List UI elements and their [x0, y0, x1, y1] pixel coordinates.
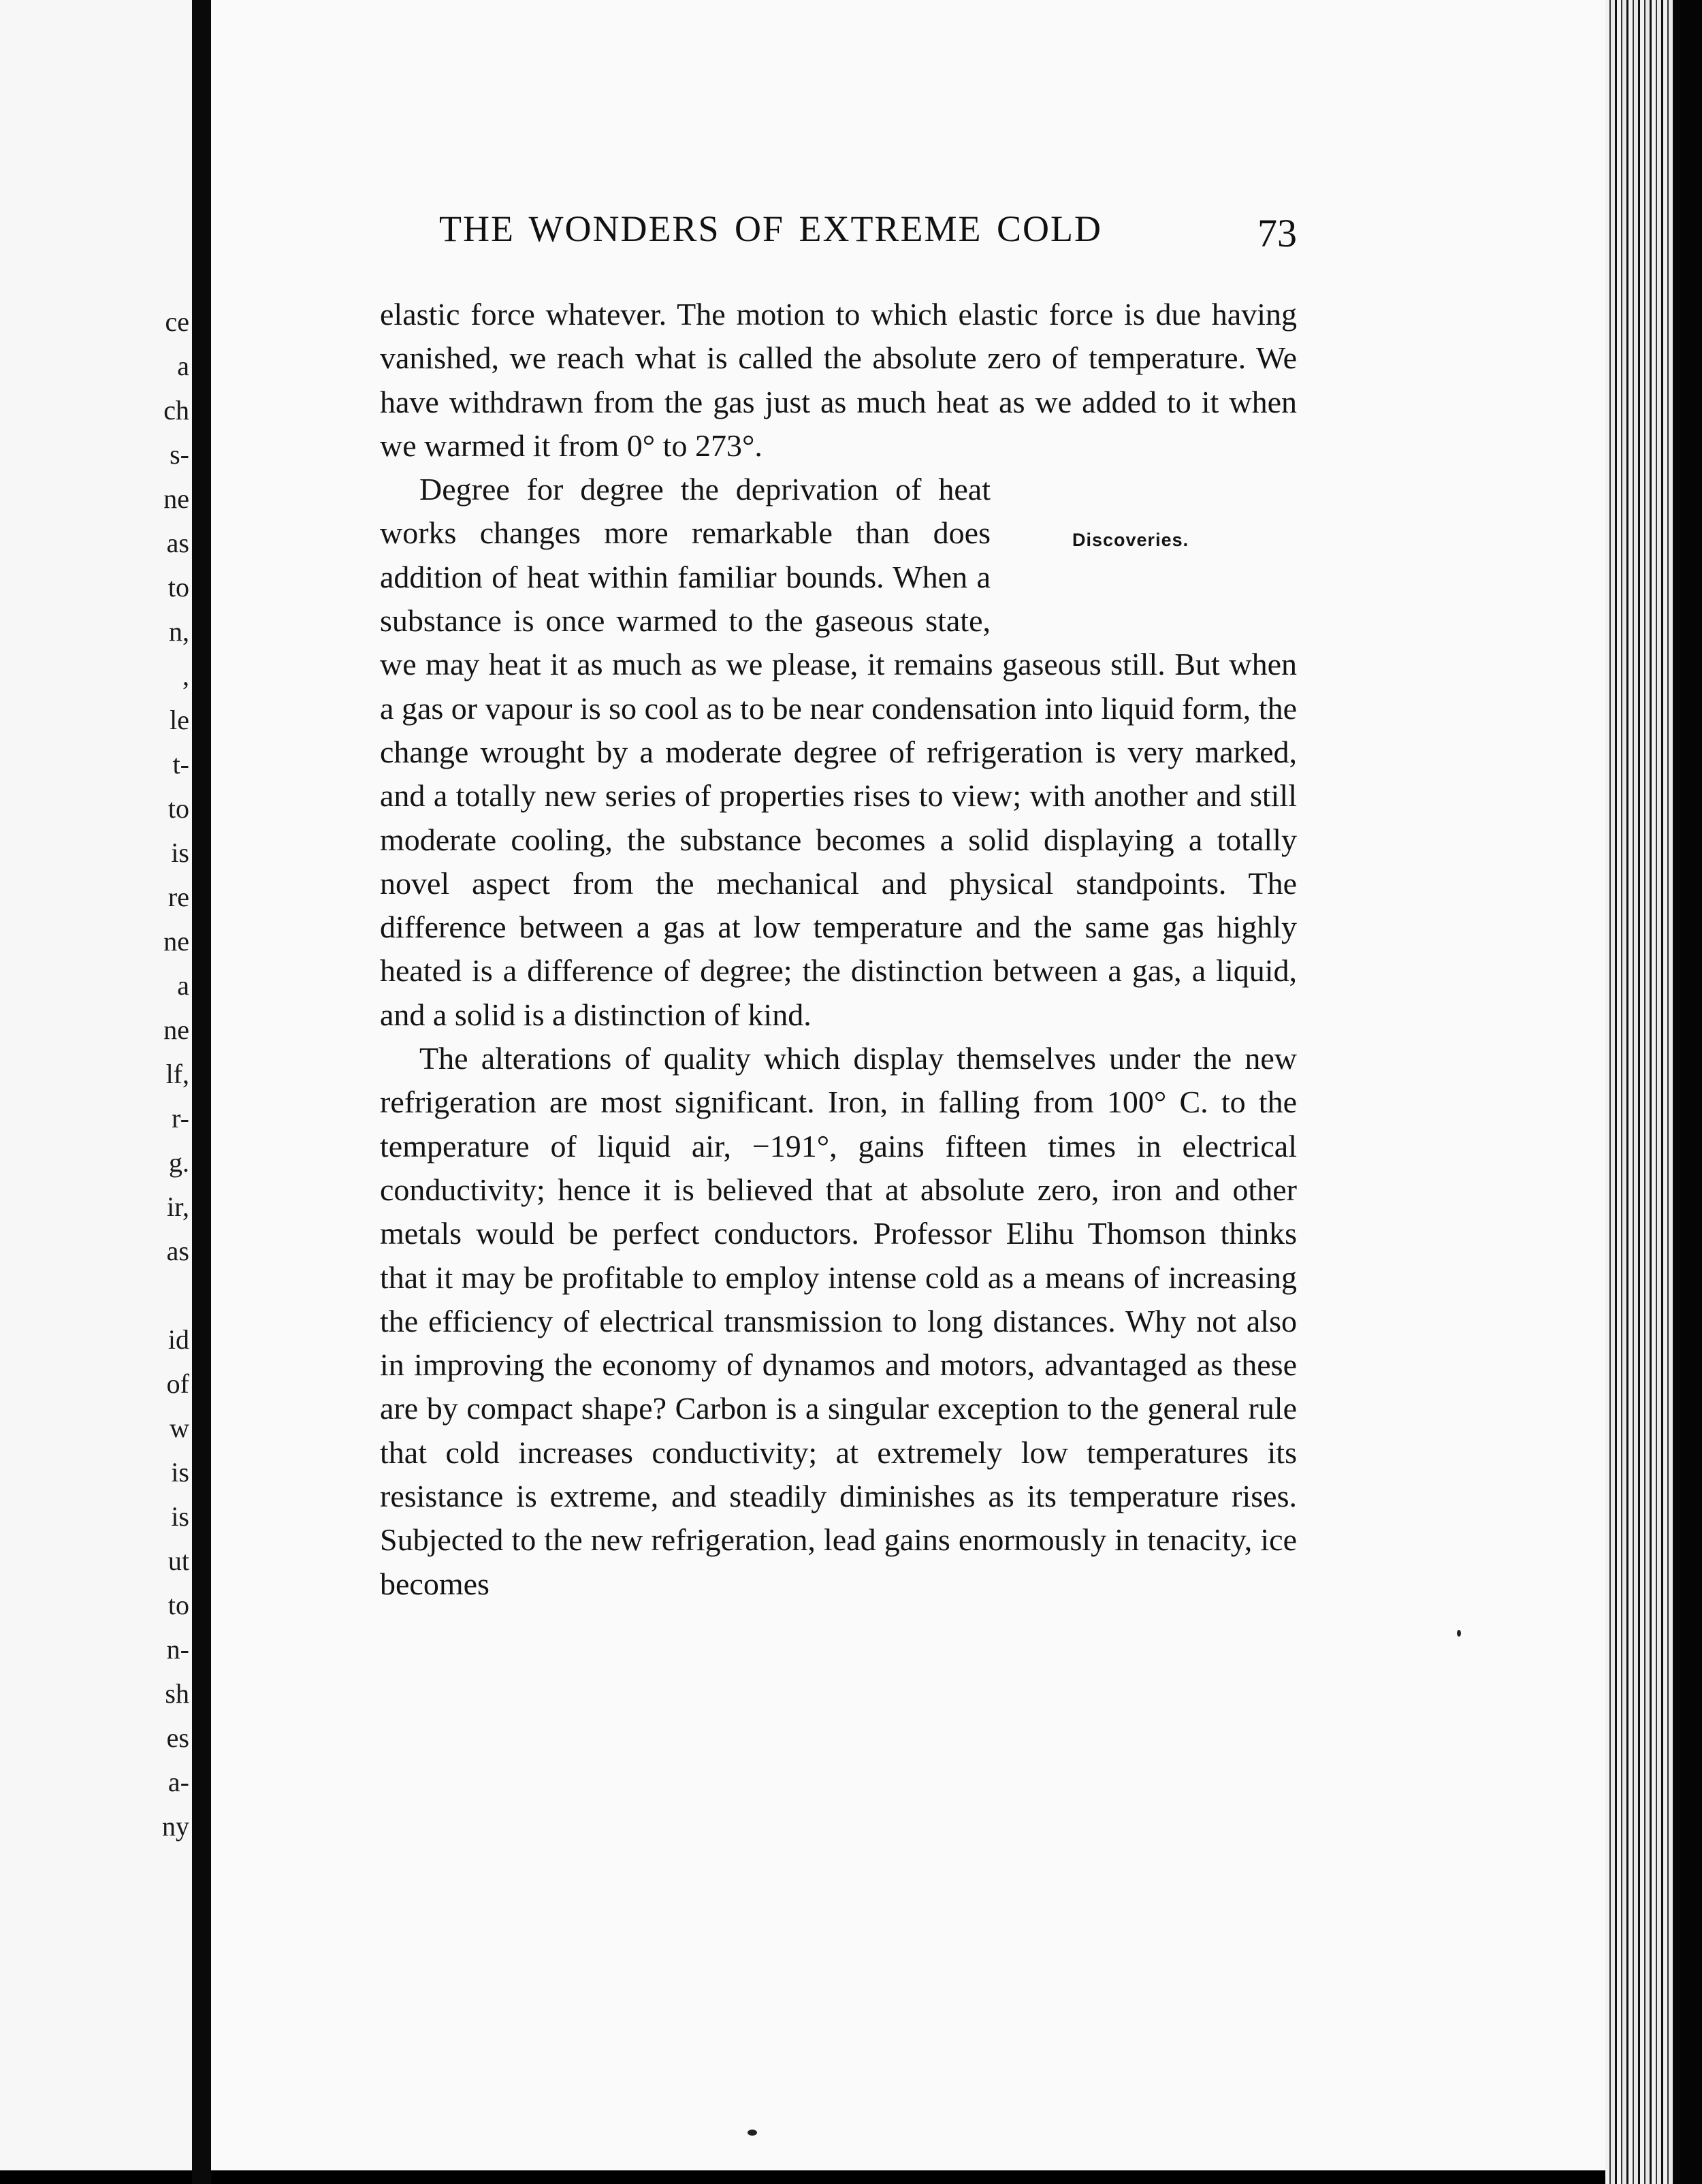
- facing-page-fragment: ir,: [167, 1191, 189, 1222]
- paragraph-text: Degree for degree the deprivation of heat works changes more remarkable than does addition of heat within familiar bounds. When a substance is once warmed to the gaseous state, we may heat it as much as we please, it remains gaseous still. But when a gas or vapour is so cool as to be near condensation into liquid form, the change wrought by a moderate degree of refrigeration is very marked, and a totally new series of properties rises to view; with another and still moderate cooling, the substance becomes a solid displaying a totally novel aspect from the mechanical and physical standpoints. The difference between a gas at low temperature and the same gas highly heated is a difference of degree; the distinction between a gas, a liquid, and a solid is a distinction of kind.: [380, 472, 1297, 1032]
- facing-page-fragment: g.: [169, 1147, 189, 1178]
- facing-page-fragment: [162, 1273, 189, 1317]
- page-header: [439, 208, 1297, 262]
- paragraph: elastic force whatever. The motion to which elastic force is due having vanished, we reach what is called the absolute zero of temperature. We have withdrawn from the gas just as much heat as we added to it when we warmed it from 0° to 273°.: [380, 297, 1297, 463]
- facing-page-text-fragments: [162, 300, 189, 1848]
- facing-page-fragment: r-: [172, 1103, 189, 1134]
- facing-page-fragment: of: [166, 1368, 189, 1399]
- facing-page-fragment: s-: [170, 439, 189, 470]
- facing-page-fragment: ch: [163, 395, 189, 425]
- body-text: [380, 293, 1297, 1606]
- facing-page-fragment: is: [171, 1501, 189, 1532]
- facing-page-fragment: ,: [182, 660, 189, 691]
- facing-page-fragment: ut: [167, 1545, 189, 1576]
- facing-page-fragment: to: [167, 572, 189, 603]
- facing-page-fragment: ne: [163, 1014, 189, 1045]
- facing-page-fragment: a: [177, 970, 189, 1001]
- facing-page-fragment: to: [167, 1590, 189, 1620]
- facing-page-fragment: to: [167, 793, 189, 824]
- facing-page-fragment: lf,: [165, 1059, 189, 1089]
- ink-speck: [748, 2130, 757, 2136]
- facing-page-fragment: a-: [167, 1767, 189, 1797]
- facing-page-fragment: le: [170, 705, 189, 735]
- facing-page-fragment: n,: [169, 616, 189, 647]
- facing-page-fragment: es: [166, 1722, 189, 1753]
- facing-page-fragment: w: [170, 1413, 189, 1443]
- marginal-note: Discoveries.: [1072, 530, 1189, 551]
- paragraph: The alterations of quality which display themselves under the new refrigeration are most significant. Iron, in falling from 100° C. to the temperature of liquid air, −191°, gains fifteen times in electrical conductivity; hence it is believed that at absolute zero, iron and other metals would be perfect conductors. Professor Elihu Thomson thinks that it may be profitable to employ intense cold as a means of increasing the efficiency of electrical transmission to long distances. Why not also in improving the economy of dynamos and motors, advantaged as these are by compact shape? Carbon is a singular exception to the general rule that cold increases conductivity; at extremely low temperatures its resistance is extreme, and steadily diminishes as its temperature rises. Subjected to the new refrigeration, lead gains enormously in tenacity, ice becomes: [380, 1041, 1297, 1601]
- facing-page-fragment: ne: [163, 483, 189, 514]
- facing-page-fragment: ne: [163, 926, 189, 957]
- facing-page: [0, 0, 192, 2170]
- facing-page-fragment: ce: [165, 306, 189, 337]
- facing-page-fragment: t-: [172, 749, 189, 780]
- ink-speck: [1457, 1630, 1461, 1637]
- facing-page-fragment: as: [166, 528, 189, 558]
- facing-page-fragment: n-: [166, 1634, 189, 1665]
- book-gutter: [192, 0, 211, 2184]
- facing-page-fragment: is: [171, 837, 189, 868]
- facing-page-fragment: ny: [162, 1811, 189, 1842]
- facing-page-fragment: as: [166, 1236, 189, 1266]
- facing-page-fragment: is: [171, 1457, 189, 1488]
- facing-page-fragment: a: [177, 351, 189, 381]
- page-edges: [1605, 0, 1702, 2184]
- paragraph: [380, 468, 1297, 1037]
- page-number: 73: [1257, 211, 1297, 255]
- facing-page-fragment: sh: [165, 1678, 189, 1709]
- running-title: THE WONDERS OF EXTREME COLD: [439, 208, 1102, 249]
- facing-page-fragment: id: [167, 1324, 189, 1355]
- facing-page-fragment: re: [167, 882, 189, 912]
